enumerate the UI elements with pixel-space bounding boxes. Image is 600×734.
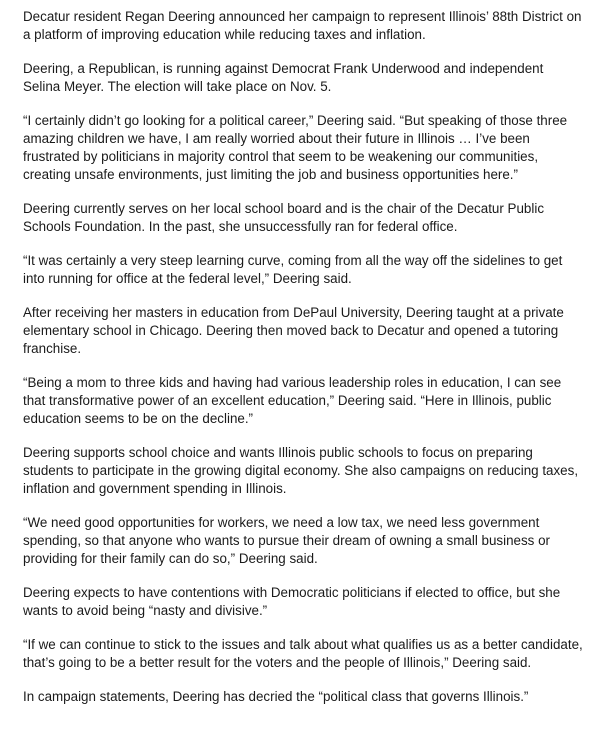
paragraph-platform: Deering supports school choice and wants Illinois public schools to focus on preparing students to participate in the growing digital economy. She also campaigns on reducing taxes, inflation and government spending in Illinois. [23, 445, 579, 496]
paragraph-quote-opportunities: “We need good opportunities for workers, we need a low tax, we need less government spending, so that anyone who wants to pursue their dream of owning a small business or providing for their family can do so,” Deering said. [23, 515, 551, 566]
paragraph-campaign-announcement: Decatur resident Regan Deering announced her campaign to represent Illinois’ 88th District on a platform of improving education while reducing taxes and inflation. [23, 9, 582, 42]
paragraph-quote-career: “I certainly didn’t go looking for a political career,” Deering said. “But speaking of those three amazing children we have, I am really worried about their future in Illinois … I’ve been frustrated by politicians in majority control that seem to be weakening our communities, creating unsafe environments, just limiting the job and business opportunities here.” [23, 113, 568, 182]
paragraph-education-background: After receiving her masters in education from DePaul University, Deering taught at a private elementary school in Chicago. Deering then moved back to Decatur and opened a tutoring franchise. [23, 305, 564, 356]
paragraph-quote-learning-curve: “It was certainly a very steep learning curve, coming from all the way off the sidelines to get into running for office at the federal level,” Deering said. [23, 253, 563, 286]
paragraph-opponents: Deering, a Republican, is running against Democrat Frank Underwood and independent Selina Meyer. The election will take place on Nov. 5. [23, 61, 544, 94]
paragraph-contentions: Deering expects to have contentions with Democratic politicians if elected to office, but she wants to avoid being “nasty and divisive.” [23, 585, 561, 618]
paragraph-campaign-statements: In campaign statements, Deering has decried the “political class that governs Illinois.” [23, 689, 529, 704]
paragraph-quote-issues: “If we can continue to stick to the issues and talk about what qualifies us as a better candidate, that’s going to be a better result for the voters and the people of Illinois,” Deering said. [23, 637, 583, 670]
paragraph-quote-education: “Being a mom to three kids and having had various leadership roles in education, I can see that transformative power of an excellent education,” Deering said. “Here in Illinois, public education seems to be on the decline.” [23, 375, 562, 426]
article-body [23, 8, 583, 722]
paragraph-school-board: Deering currently serves on her local school board and is the chair of the Decatur Public Schools Foundation. In the past, she unsuccessfully ran for federal office. [23, 201, 545, 234]
